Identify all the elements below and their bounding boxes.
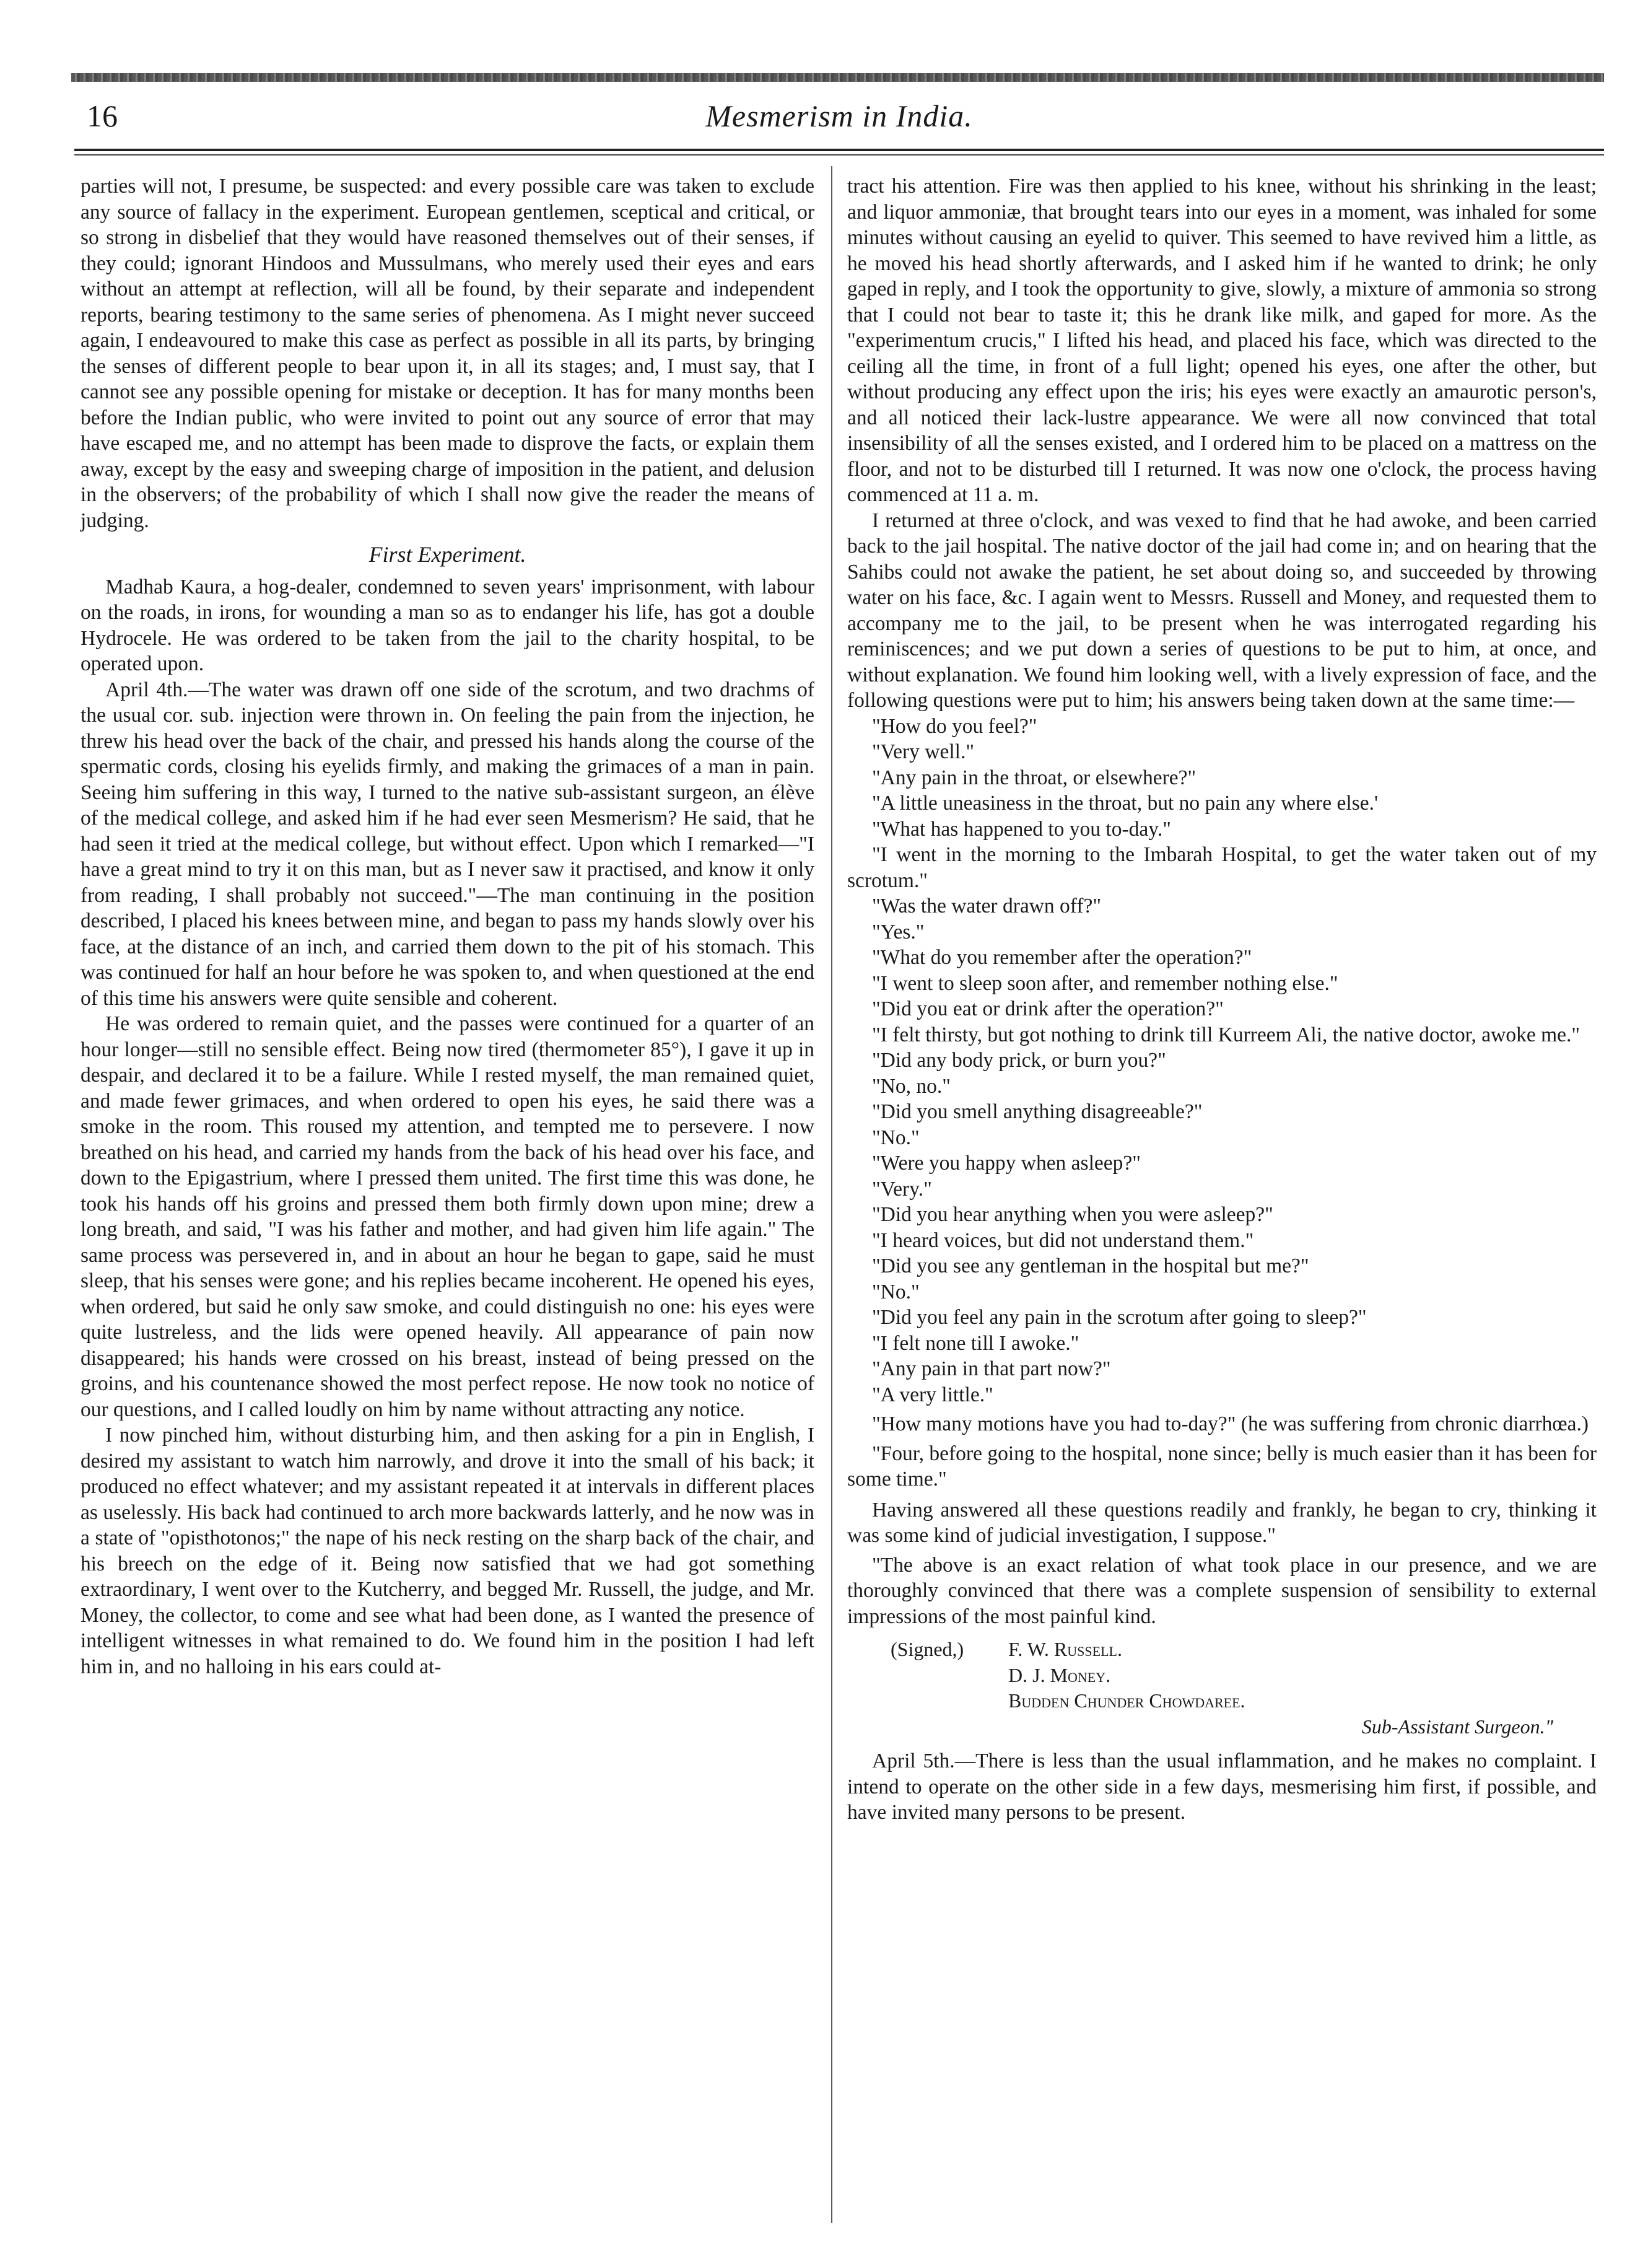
paragraph: I returned at three o'clock, and was vexed to find that he had awoke, and been carried back to the jail hospital. The native doctor of the jail had come in; and on hearing that the Sahibs could not awake the patient, he set about doing so, and succeeded by throwing water on his face, &c. I again went to Messrs. Russell and Money, and requested them to accompany me to the jail, to be present when he was interrogated regarding his reminiscences; and we put down a series of questions to be put to him, at once, and without explanation. We found him looking well, with a lively expression of face, and the following questions were put to him; his answers being taken down at the same time:— bbox=[847, 509, 1597, 712]
dialogue-line: "I went to sleep soon after, and remember nothing else." bbox=[872, 971, 1338, 995]
running-title: Mesmerism in India. bbox=[705, 99, 973, 133]
dialogue-line: "Very well." bbox=[872, 740, 975, 763]
dialogue-line: "No, no." bbox=[872, 1074, 951, 1098]
dialogue-line: "Yes." bbox=[872, 920, 925, 944]
page-header bbox=[74, 93, 1604, 142]
paragraph: April 4th.—The water was drawn off one side of the scrotum, and two drachms of the usual cor. sub. injection were thrown in. On feeling the pain from the injection, he threw his head over the back of the chair, and pressed his hands along the course of the spermatic cords, closing his eyelids firmly, and making the grimaces of a man in pain. Seeing him suffering in this way, I turned to the native sub-assistant surgeon, an élève of the medical college, and asked him if he had ever seen Mesmerism? He said, that he had seen it tried at the medical college, but without effect. Upon which I remarked—"I have a great mind to try it on this man, but as I never saw it practised, and know it only from reading, I shall probably not succeed."—The man continuing in the position described, I placed his knees between mine, and began to pass my hands slowly over his face, at the distance of an inch, and carried them down to the pit of his stomach. This was continued for half an hour before he was spoken to, and when questioned at the end of this time his answers were quite sensible and coherent. bbox=[81, 678, 814, 1010]
signatory-name: D. J. Money. bbox=[1008, 1663, 1111, 1686]
dialogue-line: "What do you remember after the operation?" bbox=[872, 946, 1252, 969]
paragraph: Having answered all these questions readily and frankly, he began to cry, thinking it was some kind of judicial investigation, I suppose." bbox=[847, 1498, 1597, 1547]
signatory-name: Budden Chunder Chowdaree. bbox=[1008, 1689, 1245, 1712]
dialogue-line: "How many motions have you had to-day?" (he was suffering from chronic diarrhœa.) bbox=[872, 1412, 1589, 1435]
dialogue-line: "Did any body prick, or burn you?" bbox=[872, 1049, 1166, 1072]
left-column bbox=[81, 173, 814, 1679]
dialogue-line: "How do you feel?" bbox=[872, 714, 1037, 738]
signature-block bbox=[847, 1637, 1597, 1740]
section-heading: First Experiment. bbox=[368, 542, 526, 567]
dialogue-line: "Four, before going to the hospital, none since; belly is much easier than it has been for some time." bbox=[847, 1442, 1597, 1491]
paragraph: April 5th.—There is less than the usual inflammation, and he makes no complaint. I intend to operate on the other side in a few days, mesmerising him first, if possible, and have invited many persons to be present. bbox=[847, 1749, 1597, 1824]
paragraph: parties will not, I presume, be suspected: and every possible care was taken to exclude any source of fallacy in the experiment. European gentlemen, sceptical and critical, or so strong in disbelief that they would have reasoned themselves out of their senses, if they could; ignorant Hindoos and Mussulmans, who merely used their eyes and ears without an attempt at reflection, will all be found, by their separate and independent reports, bearing testimony to the same series of phenomena. As I might never succeed again, I endeavoured to make this case as perfect as possible in all its parts, by bringing the senses of different people to bear upon it, in all its stages; and, I must say, that I cannot see any possible opening for mistake or deception. It has for many months been before the Indian public, who were invited to point out any source of error that may have escaped me, and no attempt has been made to disprove the facts, or explain them away, except by the easy and sweeping charge of imposition in the patient, and delusion in the observers; of the probability of which I shall now give the reader the means of judging. bbox=[81, 175, 814, 532]
dialogue-line: "Did you eat or drink after the operation?" bbox=[872, 997, 1224, 1020]
dialogue-line: "Did you feel any pain in the scrotum after going to sleep?" bbox=[872, 1306, 1367, 1329]
header-rule bbox=[74, 149, 1604, 155]
paragraph: tract his attention. Fire was then applied to his knee, without his shrinking in the least; and liquor ammoniæ, that brought tears into our eyes in a moment, was inhaled for some minutes without causing an eyelid to quiver. This seemed to have revived him a little, as he moved his head shortly afterwards, and I asked him if he wanted to drink; he only gaped in reply, and I took the opportunity to give, slowly, a mixture of ammonia so strong that I could not bear to taste it; this he drank like milk, and gaped for more. As the "experimentum crucis," I lifted his head, and placed his face, which was directed to the ceiling all the time, in front of a full light; opened his eyes, one after the other, but without producing any effect upon the iris; his eyes were exactly an amaurotic person's, and all noticed their lack-lustre appearance. We were all now convinced that total insensibility of all the senses existed, and I ordered him to be placed on a mattress on the floor, and not to be disturbed till I returned. It was now one o'clock, the process having commenced at 11 a. m. bbox=[847, 175, 1597, 506]
signature-row bbox=[847, 1637, 1597, 1663]
dialogue-line: "A very little." bbox=[872, 1383, 993, 1406]
dialogue-line: "No." bbox=[872, 1280, 920, 1303]
signatory-name: F. W. Russell. bbox=[1008, 1638, 1122, 1660]
paragraph: Madhab Kaura, a hog-dealer, condemned to seven years' imprisonment, with labour on the roads, in irons, for wounding a man so as to endanger his life, has got a double Hydrocele. He was ordered to be taken from the jail to the charity hospital, to be operated upon. bbox=[81, 575, 814, 675]
dialogue-line: "Very." bbox=[872, 1177, 932, 1201]
dialogue-line: "A little uneasiness in the throat, but no pain any where else.' bbox=[872, 792, 1379, 815]
column-divider bbox=[831, 166, 832, 2223]
dialogue-line: "Did you hear anything when you were asleep?" bbox=[872, 1203, 1273, 1226]
dialogue-line: "No." bbox=[872, 1126, 920, 1149]
signatory-title: Sub-Assistant Surgeon." bbox=[1361, 1715, 1553, 1738]
page-number: 16 bbox=[87, 99, 118, 133]
dialogue-line: "I heard voices, but did not understand them." bbox=[872, 1228, 1254, 1252]
dialogue-line: "Any pain in the throat, or elsewhere?" bbox=[872, 766, 1197, 789]
right-column bbox=[847, 173, 1597, 1826]
dialogue-line: "What has happened to you to-day." bbox=[872, 817, 1171, 841]
paragraph: "The above is an exact relation of what took place in our presence, and we are thoroughly convinced that there was a complete suspension of sensibility to external impressions of the most painful kind. bbox=[847, 1553, 1597, 1628]
dialogue-line: "Was the water drawn off?" bbox=[872, 895, 1102, 917]
dialogue-line: "Any pain in that part now?" bbox=[872, 1357, 1111, 1380]
top-ornamental-rule bbox=[71, 73, 1604, 82]
paragraph: I now pinched him, without disturbing him, and then asking for a pin in English, I desired my assistant to watch him narrowly, and drove it into the small of his back; it produced no effect whatever; and my assistant repeated it at intervals in different places as uselessly. His back had continued to arch more backwards latterly, and he now was in a state of "opisthotonos;" the nape of his neck resting on the sharp back of the chair, and his breech on the edge of it. Being now satisfied that we had got something extraordinary, I went over to the Kutcherry, and begged Mr. Russell, the judge, and Mr. Money, the collector, to come and see what had been done, as I wanted the presence of intelligent witnesses in what remained to do. We found him in the position I had left him in, and no halloing in his ears could at- bbox=[81, 1424, 814, 1678]
paragraph: He was ordered to remain quiet, and the passes were continued for a quarter of an hour longer—still no sensible effect. Being now tired (thermometer 85°), I gave it up in despair, and declared it to be a failure. While I rested myself, the man remained quiet, and made fewer grimaces, and when ordered to open his eyes, he said there was a smoke in the room. This roused my attention, and tempted me to persevere. I now breathed on his head, and carried my hands from the back of his head over his face, and down to the Epigastrium, where I pressed them united. The first time this was done, he took his hands off his groins and pressed them both firmly down upon mine; drew a long breath, and said, "I was his father and mother, and had given him life again." The same process was persevered in, and in about an hour he began to gape, said he must sleep, that his senses were gone; and his replies became incoherent. He opened his eyes, when ordered, but said he only saw smoke, and could distinguish no one: his eyes were quite lustreless, and the lids were opened heavily. All appearance of pain now disappeared; his hands were crossed on his breast, instead of being pressed on the groins, and his countenance showed the most perfect repose. He now took no notice of our questions, and I called loudly on him by name without attracting any notice. bbox=[81, 1012, 814, 1421]
signed-label: (Signed,) bbox=[891, 1638, 964, 1660]
dialogue-line: "Did you see any gentleman in the hospital but me?" bbox=[872, 1254, 1309, 1277]
dialogue-line: "Were you happy when asleep?" bbox=[872, 1152, 1141, 1175]
dialogue-line: "Did you smell anything disagreeable?" bbox=[872, 1100, 1203, 1123]
dialogue-line: "I felt thirsty, but got nothing to drink till Kurreem Ali, the native doctor, awoke me." bbox=[872, 1023, 1580, 1046]
dialogue-line: "I went in the morning to the Imbarah Hospital, to get the water taken out of my scrotum." bbox=[847, 843, 1597, 892]
dialogue-line: "I felt none till I awoke." bbox=[872, 1331, 1079, 1355]
